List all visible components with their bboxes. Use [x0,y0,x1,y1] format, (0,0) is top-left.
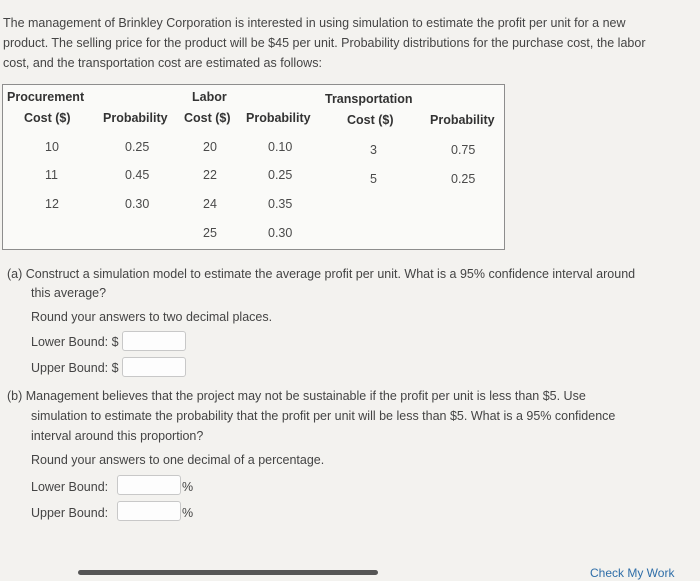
part-a-upper-label: Upper Bound: $ [31,361,119,375]
part-b-question: (b) Management believes that the project may not be sustainable if the profit per unit is less than $5. Use [7,389,586,403]
labor-cost-cell: 22 [203,168,217,182]
distribution-table [2,84,505,250]
percent-unit: % [182,506,194,520]
procurement-cost-cell: 10 [45,140,59,154]
part-b-upper-bound-input[interactable] [117,501,181,521]
check-my-work-link[interactable]: Check My Work [590,566,675,580]
part-a-lower-label: Lower Bound: $ [31,335,119,349]
transport-cost-cell: 5 [370,172,377,186]
header-transport-cost: Cost ($) [347,113,394,127]
labor-prob-cell: 0.30 [268,226,293,240]
part-b-question-cont: interval around this proportion? [31,429,204,443]
procurement-cost-cell: 11 [45,168,58,182]
procurement-cost-cell: 12 [45,197,59,211]
part-b-question-cont: simulation to estimate the probability that the profit per unit will be less than $5. What is a 95% confidence [31,409,616,423]
header-labor-cost: Cost ($) [184,111,231,125]
header-transportation: Transportation [325,92,413,106]
part-a-question: (a) Construct a simulation model to estimate the average profit per unit. What is a 95% confidence interval around [7,267,636,281]
transport-prob-cell: 0.25 [451,172,476,186]
part-a-upper-bound-input[interactable] [122,357,186,377]
labor-cost-cell: 24 [203,197,217,211]
intro-line: cost, and the transportation cost are estimated as follows: [3,56,322,70]
header-probability-1: Probability [103,111,168,125]
part-b-upper-label: Upper Bound: [31,506,109,520]
intro-text [3,13,697,73]
labor-prob-cell: 0.25 [268,168,293,182]
procurement-prob-cell: 0.45 [125,168,150,182]
percent-unit: % [182,480,194,494]
intro-line: product. The selling price for the product will be $45 per unit. Probability distributions for the purchase cost, the labor [3,36,646,50]
part-a-lower-bound-input[interactable] [122,331,186,351]
procurement-prob-cell: 0.25 [125,140,150,154]
part-a-round-note: Round your answers to two decimal places. [31,310,273,324]
labor-cost-cell: 20 [203,140,217,154]
header-procurement-cost: Cost ($) [24,111,71,125]
header-probability-3: Probability [430,113,495,127]
intro-line: The management of Brinkley Corporation is interested in using simulation to estimate the profit per unit for a new [3,16,626,30]
header-labor: Labor [192,90,227,104]
part-b-lower-label: Lower Bound: [31,480,109,494]
header-probability-2: Probability [246,111,311,125]
part-b-round-note: Round your answers to one decimal of a percentage. [31,453,325,467]
labor-prob-cell: 0.35 [268,197,293,211]
part-a-question-cont: this average? [31,286,107,300]
procurement-prob-cell: 0.30 [125,197,150,211]
transport-cost-cell: 3 [370,143,377,157]
scroll-bar[interactable] [78,570,378,575]
part-b-lower-bound-input[interactable] [117,475,181,495]
labor-cost-cell: 25 [203,226,217,240]
labor-prob-cell: 0.10 [268,140,293,154]
header-procurement: Procurement [7,90,85,104]
transport-prob-cell: 0.75 [451,143,476,157]
